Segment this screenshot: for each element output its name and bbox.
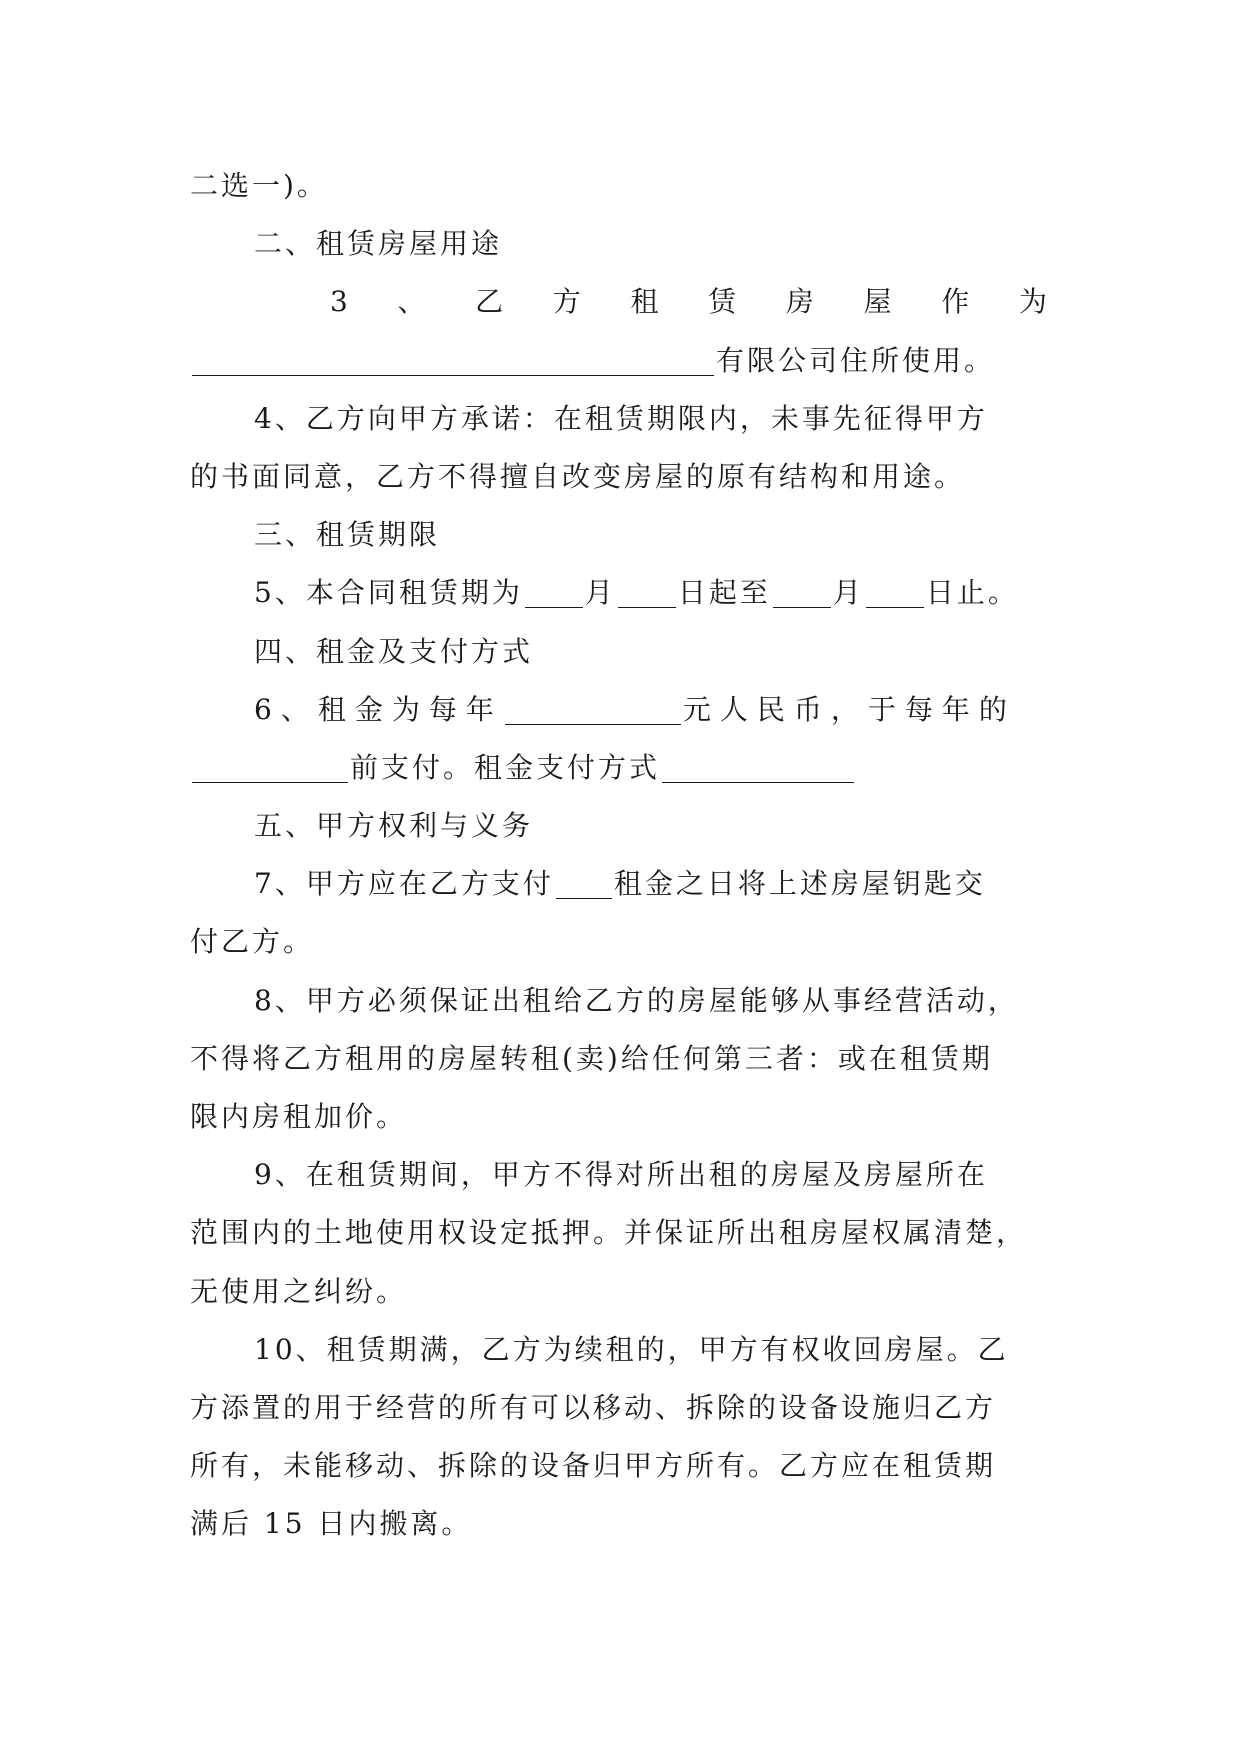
char: 、 — [397, 285, 429, 319]
paragraph-text: 月 — [584, 576, 616, 610]
section-heading — [190, 506, 1050, 564]
text-line — [190, 1204, 1050, 1262]
paragraph-text: 元人民币，于每年的 — [682, 692, 1016, 726]
fill-in-blank — [525, 573, 583, 608]
char: 方 — [552, 285, 584, 319]
paragraph-text: 无使用之纠纷。 — [190, 1274, 408, 1308]
paragraph-text: 满后 15 日内搬离。 — [190, 1507, 473, 1541]
paragraph-text: 所有，未能移动、拆除的设备归甲方所有。乙方应在租赁期 — [190, 1449, 997, 1483]
text-line — [190, 564, 1050, 622]
fill-in-blank — [192, 748, 348, 783]
char: 乙 — [475, 285, 507, 319]
fill-in-blank — [866, 573, 924, 608]
fill-in-blank — [618, 573, 676, 608]
paragraph-text: 7、甲方应在乙方支付 — [254, 867, 554, 901]
text-line — [190, 1437, 1050, 1495]
fill-in-blank — [556, 864, 612, 899]
char: 房 — [785, 285, 817, 319]
paragraph-text: 前支付。租金支付方式 — [350, 750, 661, 784]
section-heading — [190, 797, 1050, 855]
text-line — [190, 448, 1050, 506]
fill-in-blank — [773, 573, 831, 608]
heading-text: 二、租赁房屋用途 — [254, 227, 503, 261]
paragraph-text: 二选一)。 — [190, 169, 328, 202]
paragraph-text: 10、租赁期满，乙方为续租的，甲方有权收回房屋。乙 — [254, 1332, 1009, 1366]
text-line — [190, 972, 1050, 1030]
heading-text: 四、租金及支付方式 — [254, 634, 534, 668]
fill-in-blank — [505, 690, 681, 725]
char: 3 — [330, 285, 351, 319]
char: 为 — [1018, 285, 1050, 319]
text-line — [190, 1321, 1050, 1379]
heading-text: 五、甲方权利与义务 — [254, 809, 534, 843]
paragraph-text: 9、在租赁期间，甲方不得对所出租的房屋及房屋所在 — [254, 1158, 988, 1192]
paragraph-text: 6、租金为每年 — [254, 692, 503, 726]
text-line — [190, 913, 1050, 971]
text-line — [190, 1146, 1050, 1204]
text-line — [190, 739, 1050, 797]
paragraph-text: 付乙方。 — [190, 925, 315, 959]
document-body — [190, 157, 1050, 1554]
heading-text: 三、租赁期限 — [254, 518, 441, 552]
fill-in-blank — [192, 341, 714, 376]
text-line — [190, 157, 1050, 215]
paragraph-text: 日止。 — [925, 576, 1019, 610]
text-line — [190, 390, 1050, 448]
char: 作 — [941, 285, 973, 319]
text-line — [190, 332, 1050, 390]
text-line — [190, 1030, 1050, 1088]
text-line — [190, 855, 1050, 913]
char: 屋 — [863, 285, 895, 319]
paragraph-text: 方添置的用于经营的所有可以移动、拆除的设备设施归乙方 — [190, 1390, 997, 1424]
fill-in-blank — [662, 748, 854, 783]
paragraph-text: 月 — [832, 576, 864, 610]
paragraph-text: 范围内的土地使用权设定抵押。并保证所出租房屋权属清楚， — [190, 1216, 1028, 1250]
text-line — [190, 1263, 1050, 1321]
text-line — [190, 681, 1050, 739]
paragraph-text: 日起至 — [677, 576, 771, 610]
paragraph-text: 的书面同意，乙方不得擅自改变房屋的原有结构和用途。 — [190, 459, 966, 493]
char: 赁 — [708, 285, 740, 319]
text-line — [190, 1088, 1050, 1146]
paragraph-text: 8、甲方必须保证出租给乙方的房屋能够从事经营活动， — [254, 983, 1019, 1017]
char: 租 — [630, 285, 662, 319]
justified-text-line — [190, 273, 1050, 331]
paragraph-text: 不得将乙方租用的房屋转租(卖)给任何第三者：或在租赁期 — [190, 1041, 993, 1075]
section-heading — [190, 215, 1050, 273]
paragraph-text: 5、本合同租赁期为 — [254, 576, 523, 610]
text-line — [190, 1495, 1050, 1553]
paragraph-text: 租金之日将上述房屋钥匙交 — [613, 867, 986, 901]
paragraph-text: 限内房租加价。 — [190, 1100, 408, 1133]
paragraph-text: 4、乙方向甲方承诺：在租赁期限内，未事先征得甲方 — [254, 401, 988, 435]
text-line — [190, 1379, 1050, 1437]
section-heading — [190, 623, 1050, 681]
paragraph-text: 有限公司住所使用。 — [716, 343, 996, 377]
